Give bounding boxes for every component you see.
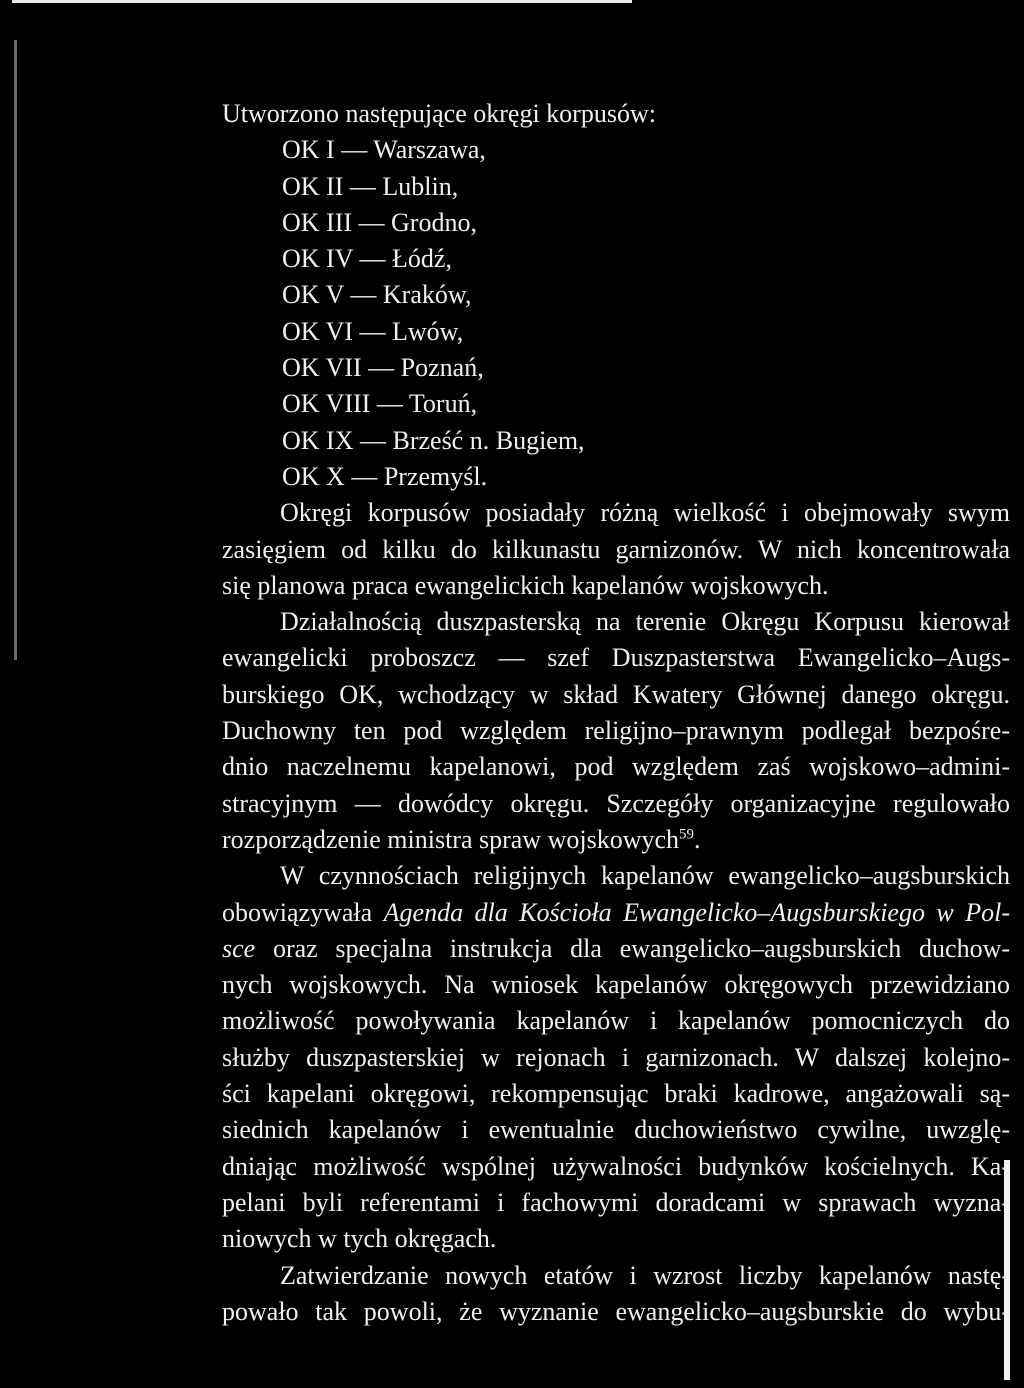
list-item: OK I — Warszawa, (282, 135, 486, 165)
paragraph-corps-size (222, 495, 1010, 604)
text-line: dnio naczelnemu kapelanowi, pod względem zaś wojskowo–admini- (222, 752, 1010, 782)
text-line: niowych w tych okręgach. (222, 1224, 497, 1254)
text-fragment: obowiązywała (222, 897, 384, 927)
footnote-reference: 59 (679, 826, 695, 843)
list-item: OK VIII — Toruń, (282, 389, 478, 419)
text-line (222, 931, 1010, 967)
list-item: OK IX — Brześć n. Bugiem, (282, 425, 585, 455)
text-line: stracyjnym — dowódcy okręgu. Szczegóły organizacyjne regulowało (222, 788, 1010, 818)
list-item: OK X — Przemyśl. (282, 461, 488, 491)
text-line: pelani byli referentami i fachowymi doradcami w sprawach wyzna- (222, 1187, 1010, 1217)
list-item: OK VII — Poznań, (282, 353, 484, 383)
text-line: Duchowny ten pod względem religijno–prawnym podlegał bezpośre- (222, 716, 1010, 746)
list-item: OK II — Lublin, (282, 171, 459, 201)
text-line: siednich kapelanów i ewentualnie duchowieństwo cywilne, uwzglę- (222, 1115, 1010, 1145)
paragraph-religious-duties (222, 858, 1010, 1257)
text-fragment: . (694, 824, 701, 854)
text-line: służby duszpasterskiej w rejonach i garnizonach. W dalszej kolejno- (222, 1042, 1010, 1072)
text-line: się planowa praca ewangelickich kapelanów wojskowych. (222, 570, 829, 600)
list-item: OK VI — Lwów, (282, 316, 464, 346)
text-fragment: rozporządzenie ministra spraw wojskowych (222, 824, 680, 854)
agenda-title-end: sce (222, 933, 256, 963)
scan-edge-left (14, 40, 17, 660)
intro-line: Utworzono następujące okręgi korpusów: (222, 99, 656, 128)
text-line: burskiego OK, wchodzący w skład Kwatery Głównej danego okręgu. (222, 679, 1010, 709)
paragraph-pastoral-activity (222, 604, 1010, 858)
text-line (222, 895, 1010, 931)
list-item: OK V — Kraków, (282, 280, 472, 310)
paragraph-new-positions (222, 1258, 1010, 1331)
corps-list (222, 132, 1010, 495)
text-line: Działalnością duszpasterską na terenie Okręgu Korpusu kierował (280, 607, 1010, 637)
text-line: zasięgiem od kilku do kilkunastu garnizonów. W nich koncentrowała (222, 534, 1010, 564)
list-item: OK III — Grodno, (282, 207, 477, 237)
text-line: ści kapelani okręgowi, rekompensując braki kadrowe, angażowali są- (222, 1079, 1010, 1109)
text-line: Okręgi korpusów posiadały różną wielkość i obejmowały swym (280, 498, 1010, 528)
text-line (222, 822, 1010, 858)
scan-edge-top (12, 0, 632, 3)
text-line: możliwość powoływania kapelanów i kapelanów pomocniczych do (222, 1006, 1010, 1036)
text-line: powało tak powoli, że wyznanie ewangelicko–augsburskie do wybu- (222, 1296, 1010, 1326)
text-line: W czynnościach religijnych kapelanów ewangelicko–augsburskich (280, 861, 1010, 891)
list-item: OK IV — Łódź, (282, 244, 452, 274)
text-line: ewangelicki proboszcz — szef Duszpasterstwa Ewangelicko–Augs- (222, 643, 1010, 673)
text-line: dniając możliwość wspólnej używalności budynków kościelnych. Ka- (222, 1151, 1010, 1181)
text-line: nych wojskowych. Na wniosek kapelanów okręgowych przewidziano (222, 970, 1010, 1000)
text-fragment: oraz specjalna instrukcja dla ewangelicko–augsburskich duchow- (255, 933, 1010, 963)
agenda-title: Agenda dla Kościoła Ewangelicko–Augsburskiego w Pol- (383, 897, 1011, 927)
text-line: Zatwierdzanie nowych etatów i wzrost liczby kapelanów nastę- (280, 1260, 1010, 1290)
document-page (222, 96, 1010, 1330)
